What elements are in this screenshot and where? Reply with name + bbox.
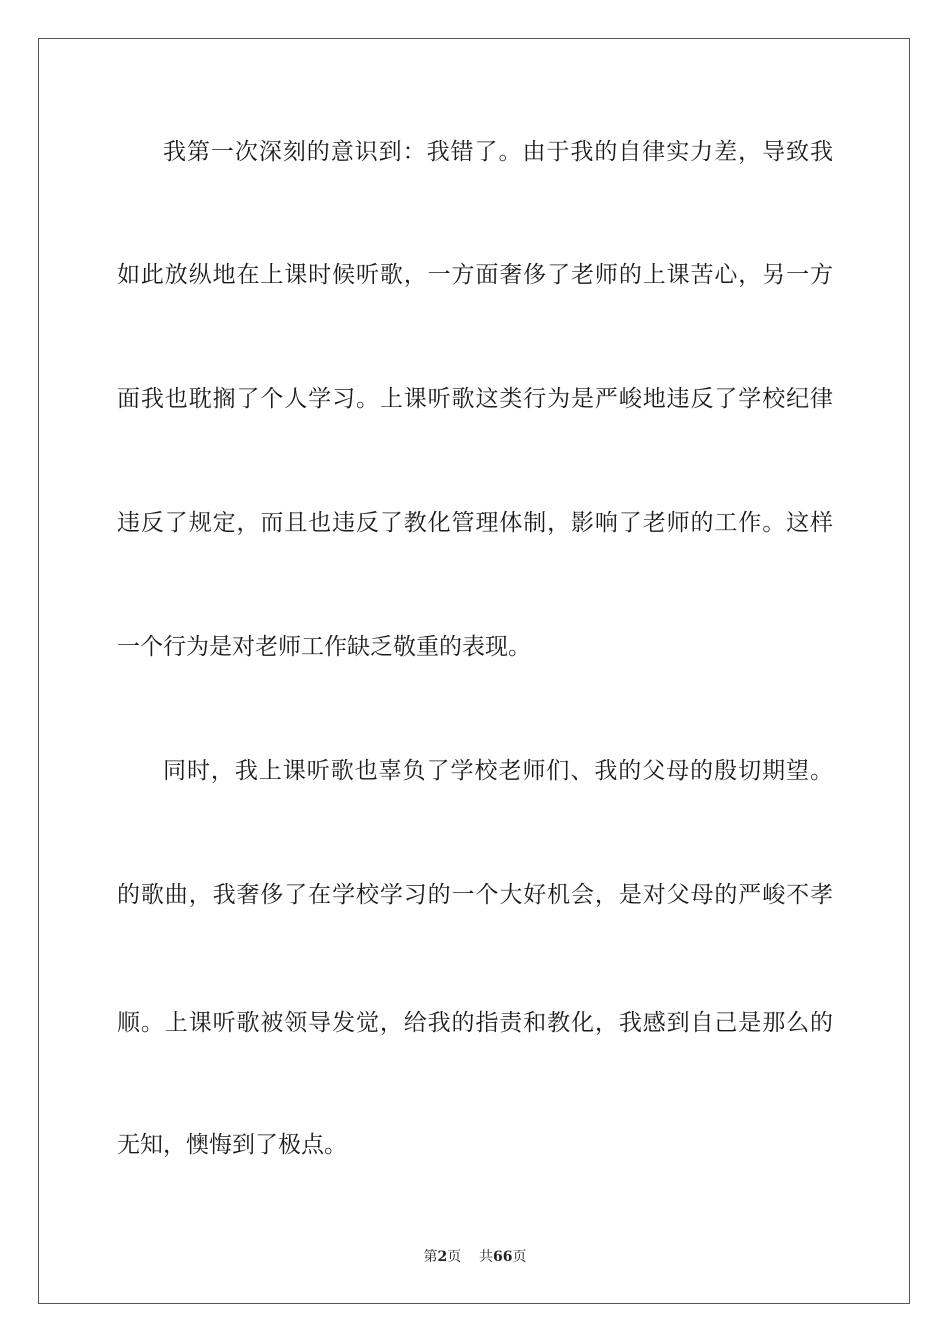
page-footer [0,1248,950,1266]
total-unit: 页 [512,1249,527,1265]
paragraph-2-line-4: 无知，懊悔到了极点。 [117,1132,347,1158]
paragraph-2-line-1: 同时，我上课听歌也辜负了学校老师们、我的父母的殷切期望。 [163,758,833,784]
page-border [38,38,910,1304]
paragraph-1-line-5: 一个行为是对老师工作缺乏敬重的表现。 [117,634,531,660]
page-prefix: 第 [423,1249,438,1265]
page-current: 2 [437,1249,448,1265]
paragraph-1-line-3: 面我也耽搁了个人学习。上课听歌这类行为是严峻地违反了学校纪律 [117,386,833,412]
paragraph-2-line-3: 顺。上课听歌被领导发觉，给我的指责和教化，我感到自己是那么的 [117,1010,833,1036]
paragraph-2-line-2: 的歌曲，我奢侈了在学校学习的一个大好机会，是对父母的严峻不孝 [117,882,833,908]
page-total: 66 [493,1249,513,1265]
total-prefix: 共 [479,1249,494,1265]
paragraph-1-line-4: 违反了规定，而且也违反了教化管理体制，影响了老师的工作。这样 [117,510,833,536]
page-unit: 页 [447,1249,462,1265]
paragraph-1-line-1: 我第一次深刻的意识到：我错了。由于我的自律实力差，导致我 [163,139,833,165]
paragraph-1-line-2: 如此放纵地在上课时候听歌，一方面奢侈了老师的上课苦心，另一方 [117,262,833,288]
